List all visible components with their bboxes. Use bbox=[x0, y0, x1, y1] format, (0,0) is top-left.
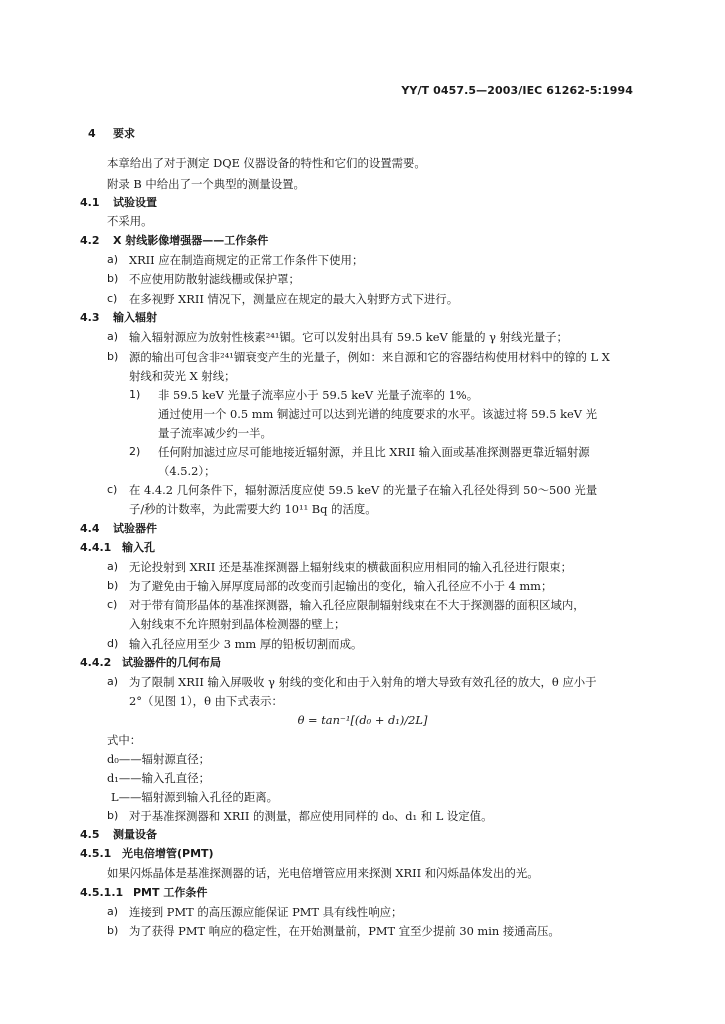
section-number: 4.3 bbox=[80, 311, 100, 324]
list-marker: a) bbox=[107, 905, 119, 918]
section-number: 4.2 bbox=[80, 234, 100, 247]
variable-definition: d₀——辐射源直径； bbox=[107, 752, 210, 766]
sublist-item-continuation: 通过使用一个 0.5 mm 铜滤过可以达到光谱的纯度要求的水平。该滤过将 59.5 keV 光 bbox=[158, 407, 598, 421]
paragraph: 不采用。 bbox=[107, 214, 153, 228]
section-title: 输入孔 bbox=[122, 541, 155, 554]
standard-header: YY/T 0457.5—2003/IEC 61262-5:1994 bbox=[401, 84, 633, 97]
variable-definition: L——辐射源到输入孔径的距离。 bbox=[111, 790, 279, 804]
sublist-item: 非 59.5 keV 光量子流率应小于 59.5 keV 光量子流率的 1%。 bbox=[158, 388, 479, 402]
list-marker: a) bbox=[107, 560, 119, 573]
section-number: 4.5.1.1 bbox=[80, 886, 124, 899]
list-item: XRII 应在制造商规定的正常工作条件下使用； bbox=[129, 253, 364, 267]
list-item: 为了避免由于输入屏厚度局部的改变而引起输出的变化，输入孔径应不小于 4 mm； bbox=[129, 579, 553, 593]
list-item-continuation: 子/秒的计数率，为此需要大约 10¹¹ Bq 的活度。 bbox=[129, 502, 377, 516]
list-item: 无论投射到 XRII 还是基准探测器上辐射线束的横截面积应用相同的输入孔径进行限束； bbox=[129, 560, 572, 574]
list-item: 输入辐射源应为放射性核素²⁴¹镅。它可以发射出具有 59.5 keV 能量的 γ 射线光量子； bbox=[129, 330, 568, 344]
formula-where: 式中： bbox=[107, 733, 142, 747]
list-marker: b) bbox=[107, 924, 119, 937]
list-marker: b) bbox=[107, 579, 119, 592]
list-item: 对于带有简形晶体的基准探测器，输入孔径应限制辐射线束在不大于探测器的面积区域内， bbox=[129, 598, 585, 612]
list-marker: c) bbox=[107, 598, 118, 611]
section-number: 4.5.1 bbox=[80, 847, 112, 860]
list-marker: c) bbox=[107, 483, 118, 496]
section-title: 光电倍增管(PMT) bbox=[122, 847, 214, 860]
section-number: 4 bbox=[88, 127, 96, 140]
variable-definition: d₁——输入孔直径； bbox=[107, 771, 210, 785]
section-title: 试验设置 bbox=[113, 196, 157, 209]
section-number: 4.1 bbox=[80, 196, 100, 209]
paragraph: 如果闪烁晶体是基准探测器的话，光电倍增管应用来探测 XRII 和闪烁晶体发出的光。 bbox=[107, 866, 539, 880]
list-item: 在多视野 XRII 情况下，测量应在规定的最大入射野方式下进行。 bbox=[129, 292, 459, 306]
list-item: 输入孔径应用至少 3 mm 厚的铅板切割而成。 bbox=[129, 637, 363, 651]
section-number: 4.4 bbox=[80, 522, 100, 535]
list-marker: b) bbox=[107, 272, 119, 285]
sublist-item: 任何附加滤过应尽可能地接近辐射源，并且比 XRII 输入面或基准探测器更靠近辐射源 bbox=[158, 445, 590, 459]
list-marker: c) bbox=[107, 292, 118, 305]
list-marker: b) bbox=[107, 350, 119, 363]
sublist-item-continuation: 量子流率减少约一半。 bbox=[158, 426, 272, 440]
sublist-marker: 1) bbox=[129, 388, 141, 401]
section-title: 输入辐射 bbox=[113, 311, 157, 324]
list-item-continuation: 射线和荧光 X 射线； bbox=[129, 369, 236, 383]
list-item: 为了限制 XRII 输入屏吸收 γ 射线的变化和由于入射角的增大导致有效孔径的放大，θ 应小于 bbox=[129, 675, 597, 689]
list-item-continuation: 2°（见图 1），θ 由下式表示： bbox=[129, 694, 283, 708]
list-marker: a) bbox=[107, 253, 119, 266]
list-marker: d) bbox=[107, 637, 119, 650]
section-title: 要求 bbox=[113, 127, 135, 140]
sublist-marker: 2) bbox=[129, 445, 141, 458]
list-item: 源的输出可包含非²⁴¹镅衰变产生的光量子，例如：来自源和它的容器结构使用材料中的镎的 L X bbox=[129, 350, 610, 364]
paragraph: 本章给出了对于测定 DQE 仪器设备的特性和它们的设置需要。 bbox=[107, 156, 426, 170]
section-title: 测量设备 bbox=[113, 828, 157, 841]
section-title: 试验器件的几何布局 bbox=[122, 656, 221, 669]
list-item: 为了获得 PMT 响应的稳定性，在开始测量前，PMT 宜至少提前 30 min 接通高压。 bbox=[129, 924, 560, 938]
list-item-continuation: 入射线束不允许照射到晶体检测器的壁上； bbox=[129, 617, 346, 631]
section-number: 4.5 bbox=[80, 828, 100, 841]
sublist-item-continuation: （4.5.2）； bbox=[158, 464, 216, 478]
section-number: 4.4.1 bbox=[80, 541, 112, 554]
list-item: 连接到 PMT 的高压源应能保证 PMT 具有线性响应； bbox=[129, 905, 403, 919]
section-title: PMT 工作条件 bbox=[133, 886, 208, 899]
formula: θ = tan⁻¹[(d₀ + d₁)/2L] bbox=[297, 713, 428, 727]
list-marker: a) bbox=[107, 330, 119, 343]
list-item: 不应使用防散射滤线栅或保护罩； bbox=[129, 272, 300, 286]
list-marker: b) bbox=[107, 809, 119, 822]
paragraph: 附录 B 中给出了一个典型的测量设置。 bbox=[107, 177, 305, 191]
list-item: 对于基准探测器和 XRII 的测量，都应使用同样的 d₀、d₁ 和 L 设定值。 bbox=[129, 809, 493, 823]
list-item: 在 4.4.2 几何条件下，辐射源活度应使 59.5 keV 的光量子在输入孔径处得到 50～500 光量 bbox=[129, 483, 598, 497]
section-number: 4.4.2 bbox=[80, 656, 112, 669]
list-marker: a) bbox=[107, 675, 119, 688]
section-title: 试验器件 bbox=[113, 522, 157, 535]
section-title: X 射线影像增强器——工作条件 bbox=[113, 234, 269, 247]
